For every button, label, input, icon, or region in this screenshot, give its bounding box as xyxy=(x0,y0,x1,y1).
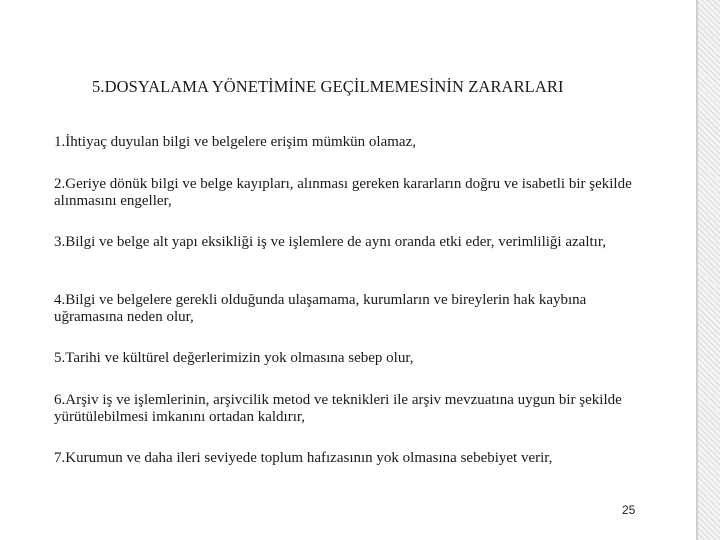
list-item-5 xyxy=(54,350,654,367)
list-item-6 xyxy=(54,392,654,426)
page-number: 25 xyxy=(622,503,636,517)
list-item-number: 4. xyxy=(54,292,66,308)
list-item-number: 2. xyxy=(54,176,66,192)
list-item-text: Arşiv iş ve işlemlerinin, arşivcilik metod ve teknikleri ile arşiv mevzuatına uygun bir şekilde yürütülebilmesi imkanını ortadan kaldırır, xyxy=(54,392,622,425)
list-item-4 xyxy=(54,292,654,326)
list-item-number: 7. xyxy=(54,450,66,466)
list-item-text: Bilgi ve belgelere gerekli olduğunda ulaşamama, kurumların ve bireylerin hak kaybına uğramasına neden olur, xyxy=(54,292,587,325)
list-item-3 xyxy=(54,234,654,251)
list-item-text: Bilgi ve belge alt yapı eksikliği iş ve işlemlere de aynı oranda etki eder, verimliliği azaltır, xyxy=(65,234,606,250)
list-item-2 xyxy=(54,176,654,210)
list-item-text: İhtiyaç duyulan bilgi ve belgelere erişim mümkün olamaz, xyxy=(65,134,416,150)
list-item-text: Geriye dönük bilgi ve belge kayıpları, alınması gereken kararların doğru ve isabetli bir şekilde alınmasını engeller, xyxy=(54,176,632,209)
list-item-1 xyxy=(54,134,654,151)
list-item-number: 5. xyxy=(54,350,66,366)
list-item-7 xyxy=(54,450,654,467)
list-item-text: Tarihi ve kültürel değerlerimizin yok olmasına sebep olur, xyxy=(65,350,414,366)
list-item-number: 6. xyxy=(54,392,66,408)
list-item-number: 1. xyxy=(54,134,66,150)
list-item-number: 3. xyxy=(54,234,66,250)
slide-title: 5.DOSYALAMA YÖNETİMİNE GEÇİLMEMESİNİN ZARARLARI xyxy=(92,77,564,96)
list-item-text: Kurumun ve daha ileri seviyede toplum hafızasının yok olmasına sebebiyet verir, xyxy=(65,450,553,466)
